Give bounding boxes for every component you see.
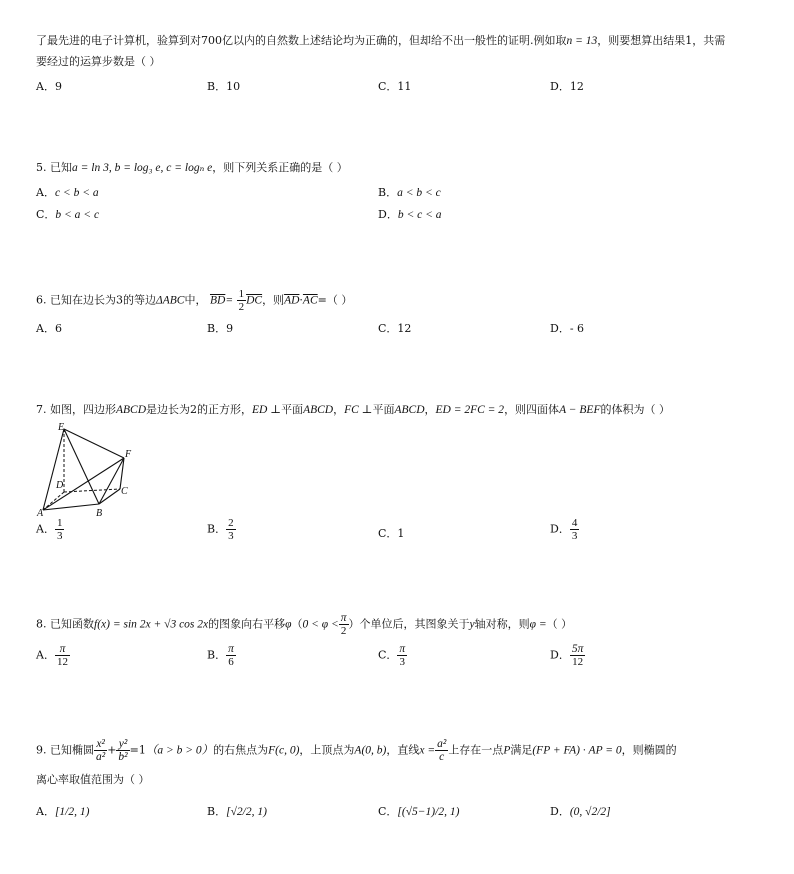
q9-stem-b: ，上顶点为 xyxy=(299,743,355,757)
label-b: B xyxy=(96,508,103,518)
q8-option-c-den: 3 xyxy=(399,656,406,668)
q4-line1 xyxy=(36,34,725,48)
q8-option-d xyxy=(550,643,585,668)
q5-stem-math: a = ln 3, b = log₃ e, c = logₙ e xyxy=(72,162,213,174)
q7-fc: FC ⊥ xyxy=(344,404,373,416)
q9-line-x: x = xyxy=(419,744,436,757)
q5-stem-pre: 5. 已知 xyxy=(36,161,72,174)
label-c: C xyxy=(121,486,128,497)
q7-option-c xyxy=(378,525,404,541)
q7-option-a-frac xyxy=(55,517,65,542)
q5-option-d xyxy=(378,206,441,222)
q8-option-b-den: 6 xyxy=(228,656,234,668)
q9-y2: y² xyxy=(116,738,129,751)
q6-vec-ad: $\overline{AD}$ xyxy=(284,294,300,307)
q9-plus: + xyxy=(107,743,117,757)
q8-stem-d: （ ） xyxy=(546,617,573,631)
q6-stem-mid: 中， xyxy=(184,293,207,307)
q5-option-b-expr: a < b < c xyxy=(397,187,441,199)
q8-cond-close: ） xyxy=(348,617,360,631)
q7-tetrahedron: A − BEF xyxy=(559,404,601,416)
q6-frac-den: 2 xyxy=(238,301,245,313)
q7-option-a xyxy=(36,517,64,542)
q8-option-b xyxy=(207,643,236,668)
q8-option-a-num: π xyxy=(55,643,70,656)
q7-option-b-num: 2 xyxy=(228,517,234,529)
q8-option-c-label: C． xyxy=(378,648,398,662)
q6-option-c: C．12 xyxy=(378,322,412,335)
q7-abcd: ABCD xyxy=(116,404,147,416)
q9-line-num: a² xyxy=(437,738,447,750)
q8-stem-b: 个单位后，其图象关于 xyxy=(359,617,470,631)
q9-stem-pre: 9. 已知椭圆 xyxy=(36,743,94,757)
q7-option-d-frac xyxy=(570,517,580,542)
q7-cond: ED = 2FC = 2 xyxy=(435,404,505,416)
label-e: E xyxy=(58,422,65,433)
q5-stem-post: ，则下列关系正确的是（ ） xyxy=(212,161,348,174)
q6-stem-post: =（ ） xyxy=(317,293,353,307)
q7-abcd2: ABCD xyxy=(303,404,334,416)
label-f: F xyxy=(125,449,132,460)
q8-option-a xyxy=(36,643,70,668)
q7-option-d-num: 4 xyxy=(571,517,578,529)
q7-option-b-frac xyxy=(226,517,236,542)
q9-option-b-label: B． xyxy=(207,805,227,818)
q9-focus: F(c, 0) xyxy=(268,744,300,757)
q6-stem-pre: 6. 已知在边长为3的等边 xyxy=(36,293,156,307)
q6-vec-dc: $\overline{DC}$ xyxy=(246,294,263,307)
q9-option-a xyxy=(36,803,89,819)
q5-option-a-expr: c < b < a xyxy=(54,187,99,199)
edge-bc xyxy=(99,489,120,504)
q8-cond-pre: 0 < φ < xyxy=(302,618,339,631)
q7-plane1: 平面 xyxy=(281,403,304,416)
q9-stem-d: 上存在一点 xyxy=(448,743,504,757)
q8-option-a-den: 12 xyxy=(56,656,68,668)
q8-cond-open: （ xyxy=(291,617,303,631)
q6-stem-then: ，则 xyxy=(262,293,285,307)
q9-x2: x² xyxy=(94,738,107,751)
q6-stem xyxy=(36,288,352,313)
q8-option-c xyxy=(378,643,407,668)
q8-phi: φ xyxy=(285,618,292,631)
q7-comma1: ， xyxy=(333,403,345,416)
q9-stem-c: ，直线 xyxy=(386,743,420,757)
q8-option-d-num: 5π xyxy=(571,643,584,655)
q5-option-c xyxy=(36,206,99,222)
q4-math: n = 13 xyxy=(566,35,598,47)
q9-option-c-expr: [(√5−1)/2, 1) xyxy=(397,806,460,818)
q9-option-a-label: A． xyxy=(36,805,55,818)
q7-option-b xyxy=(207,517,236,542)
q6-fraction xyxy=(237,288,247,313)
edge-da xyxy=(43,492,64,510)
q8-option-d-frac xyxy=(570,643,586,668)
q9-stem-e: 满足 xyxy=(510,743,533,757)
q8-function: f(x) = sin 2x + √3 cos 2x xyxy=(94,618,209,631)
q8-cond-frac xyxy=(339,612,349,637)
q5-option-c-expr: b < a < c xyxy=(55,209,100,221)
q8-phi-eq: φ = xyxy=(529,618,547,631)
q5-option-a xyxy=(36,184,99,200)
q7-solid-figure xyxy=(34,422,146,518)
q7-option-a-den: 3 xyxy=(56,530,63,542)
q7-option-d xyxy=(550,517,579,542)
q6-option-a: A．6 xyxy=(36,322,62,335)
label-d: D xyxy=(56,480,64,491)
q4-option-c: C．11 xyxy=(378,80,412,93)
q8-stem-pre: 8. 已知函数 xyxy=(36,617,94,631)
q9-option-d-label: D． xyxy=(550,805,570,818)
q8-option-a-frac xyxy=(55,643,70,668)
q7-comma2: ， xyxy=(424,403,436,416)
q4-option-d: D．12 xyxy=(550,80,584,93)
q9-stem xyxy=(36,738,677,763)
q7-stem-pre: 7. 如图，四边形 xyxy=(36,403,116,416)
q6-dot: · xyxy=(299,293,303,307)
q6-eq: = xyxy=(225,294,234,307)
q7-ed: ED ⊥ xyxy=(252,404,282,416)
q9-vertex: A(0, b) xyxy=(354,744,387,757)
q9-frac-y xyxy=(116,738,129,763)
q5-option-c-label: C． xyxy=(36,208,56,221)
edge-ef xyxy=(64,429,124,458)
q9-option-c xyxy=(378,803,459,819)
q8-cond-den: 2 xyxy=(340,625,347,637)
q6-vec-bd: $\overline{BD}$ xyxy=(209,294,226,307)
q7-option-a-label: A． xyxy=(36,522,55,536)
q7-stem-b: ，则四面体 xyxy=(504,403,560,416)
q8-option-b-num: π xyxy=(228,643,234,655)
q8-option-c-frac xyxy=(397,643,407,668)
q5-option-d-label: D． xyxy=(378,208,398,221)
q8-stem xyxy=(36,612,572,637)
q7-stem-a: 是边长为2的正方形， xyxy=(146,403,253,416)
q9-b2: b² xyxy=(118,751,128,763)
q9-option-d-expr: (0, √2/2] xyxy=(569,806,611,818)
q7-stem-c: 的体积为（ ） xyxy=(600,403,670,416)
q4-option-a: A．9 xyxy=(36,80,62,93)
q8-option-d-label: D． xyxy=(550,648,570,662)
q9-eq1: =1 xyxy=(129,743,146,757)
q7-option-a-num: 1 xyxy=(56,517,63,529)
q7-option-b-den: 3 xyxy=(228,530,234,542)
q8-stem-a: 的图象向右平移 xyxy=(208,617,286,631)
q7-stem xyxy=(36,403,670,417)
q9-option-b-expr: [√2/2, 1) xyxy=(226,806,267,818)
q9-stem-f: ，则椭圆的 xyxy=(621,743,677,757)
q6-vec-ac: $\overline{AC}$ xyxy=(302,294,318,307)
q9-stem-a: 的右焦点为 xyxy=(213,743,269,757)
q7-option-c-text: 1 xyxy=(397,527,405,540)
q6-frac-num: 1 xyxy=(238,288,245,300)
label-a: A xyxy=(37,508,44,518)
q9-line-frac xyxy=(435,738,448,763)
q9-option-d xyxy=(550,803,611,819)
q9-option-b xyxy=(207,803,267,819)
q4-line2: 要经过的运算步数是（ ） xyxy=(36,55,161,68)
q8-option-c-num: π xyxy=(399,643,406,655)
q7-option-c-label: C． xyxy=(378,527,398,540)
q4-line1-tail: ，则要想算出结果1，共需 xyxy=(597,34,726,47)
q8-stem-c: 轴对称，则 xyxy=(474,617,530,631)
edge-ea xyxy=(43,429,64,510)
q9-frac-x xyxy=(94,738,107,763)
q7-option-d-den: 3 xyxy=(571,530,578,542)
edge-bf xyxy=(99,458,124,504)
q8-option-a-label: A． xyxy=(36,648,55,662)
q5-stem xyxy=(36,161,348,175)
q8-y: y xyxy=(469,618,475,631)
q9-p: P xyxy=(503,744,511,757)
q7-abcd3: ABCD xyxy=(394,404,425,416)
q5-option-d-expr: b < c < a xyxy=(397,209,442,221)
q6-triangle: ΔABC xyxy=(156,294,185,307)
q6-option-b: B．9 xyxy=(207,322,234,335)
q9-option-c-label: C． xyxy=(378,805,398,818)
q9-vector-cond: (FP + FA) · AP = 0 xyxy=(532,744,622,757)
q7-plane2: 平面 xyxy=(372,403,395,416)
q5-option-a-label: A． xyxy=(36,186,55,199)
q4-line1-text: 了最先进的电子计算机，验算到对700亿以内的自然数上述结论均为正确的，但却给不出一般性的证明.例如取 xyxy=(36,34,567,47)
q9-cond: （a > b > 0） xyxy=(145,744,214,757)
q8-option-b-frac xyxy=(226,643,236,668)
q5-option-b xyxy=(378,184,441,200)
q4-option-b: B．10 xyxy=(207,80,241,93)
q9-option-a-expr: [1/2, 1) xyxy=(54,806,90,818)
q9-line-den: c xyxy=(439,751,445,763)
q8-option-d-den: 12 xyxy=(572,656,584,668)
q9-a2: a² xyxy=(96,751,106,763)
q7-option-d-label: D． xyxy=(550,522,570,536)
q8-cond-num: π xyxy=(340,612,347,624)
q6-option-d: D．- 6 xyxy=(550,322,585,335)
q7-option-b-label: B． xyxy=(207,522,227,536)
q9-line2: 离心率取值范围为（ ） xyxy=(36,773,150,786)
q8-option-b-label: B． xyxy=(207,648,227,662)
q5-option-b-label: B． xyxy=(378,186,398,199)
